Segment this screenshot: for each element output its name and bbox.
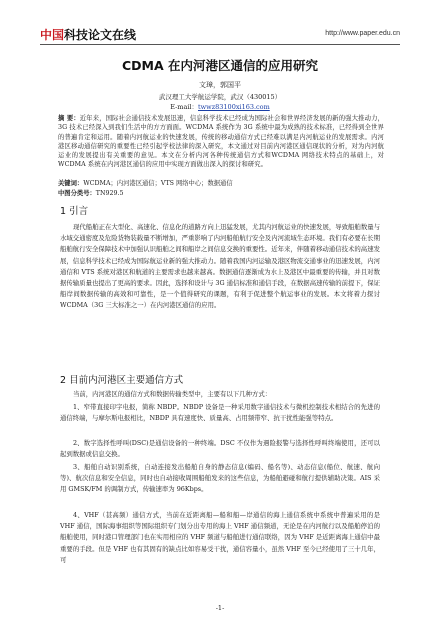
- section-methods-paragraph-3: 3、船舶自动识别系统，自动连接发出船舶自身的静态信息(编码、船名等)、动态信息(船位、航速、航向等)、航次信息和安全信息，同时也自动接收周围船舶发来的这些信息，为船舶避碰和航行提供辅助决策。AIS 采用 GMSK/FM 的调制方式，传输速率为 96Kbps。: [60, 463, 380, 494]
- paper-affiliation: 武汉理工大学航运学院，武汉（430015）: [158, 93, 282, 101]
- page-header: [40, 26, 400, 45]
- section-methods-paragraph-4: 4、VHF（甚高频）通信方式，当前在近距离船—船和船—岸通信的海上通信系统中系统中普遍采用的是 VHF 通信，国际海事组织等国际组织专门划分出专用的海上 VHF 通信频道，无论是在内河航行以及船舶停泊的船舶使用，同时港口管理部门也在实用相应的 VHF 频道与船舶进行通信联络，因为 VHF 是近距离海上通信中最重要的手段。但是 VHF 也有其固有的缺点比如容易受干扰，通信容量小，虽然 VHF 至今已经使用了三十几年，可: [60, 511, 380, 564]
- keywords: [58, 178, 384, 187]
- section-methods-paragraph-2: 2、数字选择性呼叫(DSC)是通信设备的一种终端。DSC 不仅作为遇险报警与选择性呼叫终端使用，还可以起到数据或信息交换。: [60, 439, 380, 459]
- site-logo[interactable]: [40, 26, 136, 44]
- logo-black-text: 科技论文在线: [64, 28, 137, 42]
- paper-authors: 文璋，郭国平: [199, 81, 241, 89]
- email-link[interactable]: twwz83100xi163.com: [197, 103, 270, 111]
- abstract-label: 摘 要：: [58, 115, 80, 122]
- section-heading-intro: 1 引言: [60, 206, 89, 217]
- section-intro-paragraph: 现代船舶正在大型化、高速化、信息化的道路方向上迅猛发展，尤其内河航运业的快速发展，导致船舶数量与水域交通密度及危险货物装载量不断增加，严重影响了内河船舶航行安全及内河流域生态环境。我们有必要在长期船舶航行安全保障技术中加强认识船舶之间和船岸之间信息交换的重要性。近年来，伴随着移动通信技术的高速发展，信息科学技术已经成为国际航运业新的强大推动力。随着我国内河运输及港区物流交通事业的迅速发展，内河通信和 VTS 系统对港区和航道的主要需求也越来越高。数据通信逐渐成为水上及港区中最重要的传输，并且对数据传输质量也提出了更高的要求。因此，选择和设计与 3G 通信标准和通信手段，在数据高速传输的前提下，保证船岸间数据传输的高效和可靠性，是一个值得研究的课题，有利于促进整个航运事业的发展。本文将着力探讨 WCDMA（3G 三大标准之一）在内河港区通信的应用。: [60, 223, 380, 310]
- classification: [58, 188, 384, 197]
- keywords-label: 关键词：: [58, 180, 84, 187]
- classification-text: TN929.5: [95, 190, 124, 197]
- page-number: -1-: [215, 604, 225, 612]
- classification-label: 中图分类号：: [58, 190, 96, 197]
- contact-label: E-mail：: [170, 103, 198, 111]
- logo-red-text: 中国: [40, 28, 65, 42]
- paper-contact: [0, 102, 440, 111]
- keywords-text: WCDMA；内河港区通信；VTS 网络中心；数据通信: [83, 180, 233, 187]
- site-url[interactable]: http://www.paper.edu.cn: [325, 30, 400, 37]
- abstract: [58, 114, 384, 170]
- section-heading-methods: 2 目前内河港区主要通信方式: [60, 375, 184, 386]
- paper-title: CDMA 在内河港区通信的应用研究: [121, 58, 318, 73]
- abstract-text: 近年来，国际社会通信技术发展迅速，信息科学技术已经成为国际社会和世界经济发展的新的强大推动力，3G 技术已经深入到我们生活中的方方面面。WCDMA 系统作为 3G 系统中最为成熟的技术标准，已经得到全世界的普遍肯定和运用。随着内河航运业的快速发展，传统的移动通信方式已经难以满足内河航运业的发展需求。内河港区移动通信研究的重要性已经引起学校法律的深入研究，本文通过对目前内河港区通信现状的分析，对为内河航运业的发展提出有关重要的意见。本文在分析内河各种传统通信方式和WCDMA 网络技术特点的基础上，对WCDMA 系统在内河港区通信的应用中实现方面做出深入的探讨和研究。: [58, 115, 385, 169]
- section-methods-paragraph-1: 1、窄带直接印字电报，简称 NBDP。NBDP 设备是一种采用数字通信技术与微机控制技术相结合的先进的通信终端，与摩尔斯电报相比，NBDP 具有速度快、质量高、占用频带窄、抗干扰性能强等特点。: [60, 403, 380, 423]
- section-methods-paragraph-0: 当前，内河港区的通信方式和数据传输类型中，主要有以下几种方式：: [73, 390, 272, 398]
